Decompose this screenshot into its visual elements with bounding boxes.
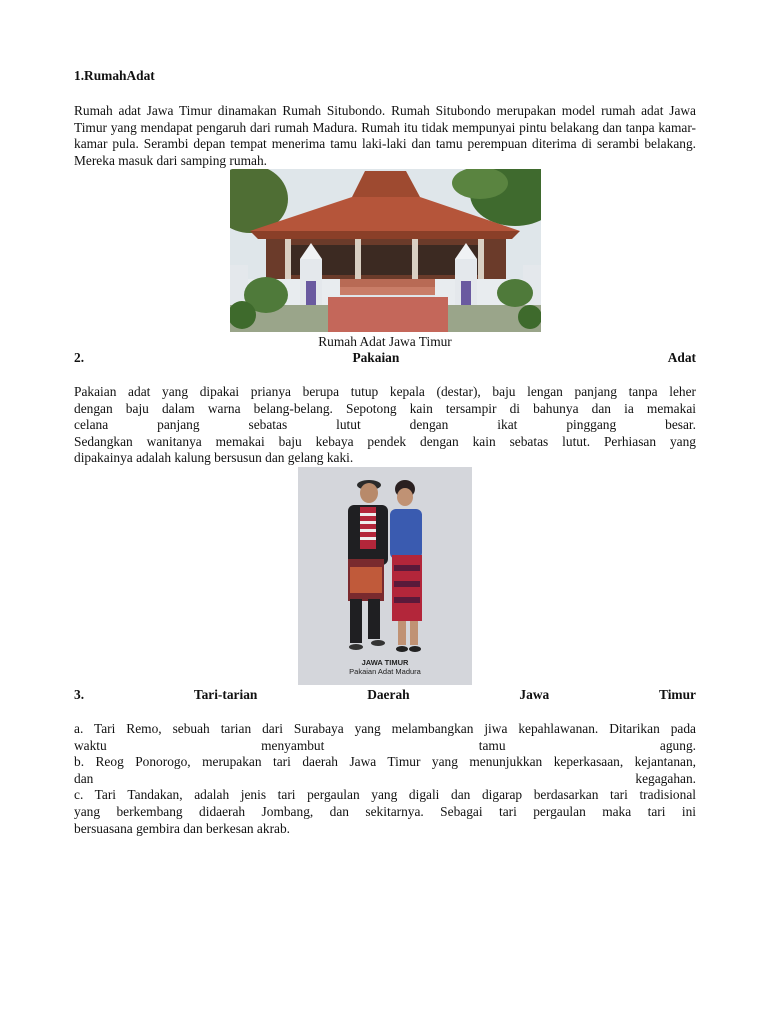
- pakaian-adat-photo: [298, 467, 472, 685]
- heading-word: Adat: [667, 350, 696, 365]
- rumah-adat-photo: [230, 169, 541, 332]
- couple-illustration: [298, 467, 472, 685]
- image-label-title: JAWA TIMUR: [361, 658, 409, 667]
- paragraph-line: dan kegagahan.: [74, 770, 696, 786]
- paragraph-line: celana panjang sebatas lutut dengan ikat pinggang besar.: [74, 417, 696, 433]
- heading-word: 2.: [74, 350, 85, 365]
- paragraph-line: bersuasana gembira dan berkesan akrab.: [74, 820, 291, 836]
- paragraph-rumah-adat: Rumah adat Jawa Timur dinamakan Rumah Situbondo. Rumah Situbondo merupakan model rumah adat Jawa Timur yang mendapat pengaruh dari rumah Madura. Rumah itu tidak mempunyai pintu belakang dan tanpa kamar-kamar pula. Serambi depan tempat menerima tamu laki-laki dan tamu perempuan diterima di serambi belakang. Mereka masuk dari samping rumah.: [74, 103, 696, 168]
- paragraph-line: b. Reog Ponorogo, merupakan tari daerah Jawa Timur yang menunjukkan keperkasaan, kejantanan,: [74, 754, 696, 770]
- image-label-subtitle: Pakaian Adat Madura: [349, 667, 421, 676]
- paragraph-line: dipakainya adalah kalung bersusun dan gelang kaki.: [74, 450, 354, 466]
- section-heading-pakaian-adat: [74, 350, 696, 367]
- image-caption: Rumah Adat Jawa Timur: [318, 334, 452, 349]
- heading-word: Timur: [659, 687, 696, 702]
- paragraph-line: a. Tari Remo, sebuah tarian dari Surabaya yang melambangkan jiwa kepahlawanan. Ditarikan pada: [74, 721, 696, 736]
- paragraph-line: waktu menyambut tamu agung.: [74, 737, 696, 753]
- paragraph-pakaian-adat: [74, 384, 696, 467]
- paragraph-line: dengan baju dalam warna belang-belang. Sepotong kain tersampir di bahunya dan ia memakai: [74, 400, 696, 416]
- heading-word: Jawa: [519, 687, 550, 702]
- paragraph-line: Sedangkan wanitanya memakai baju kebaya pendek dengan kain sebatas lutut. Perhiasan yang: [74, 433, 696, 449]
- heading-word: Daerah: [367, 687, 410, 702]
- paragraph-line: Pakaian adat yang dipakai prianya berupa tutup kepala (destar), baju lengan panjang tanpa leher: [74, 384, 696, 399]
- paragraph-tari-tarian: [74, 721, 696, 837]
- section-heading-tari-tarian: [74, 687, 696, 704]
- section-heading-rumah-adat: 1.RumahAdat: [74, 68, 155, 83]
- paragraph-line: yang berkembang didaerah Jombang, dan sekitarnya. Sebagai tari pergaulan maka tari ini: [74, 803, 696, 819]
- heading-word: 3.: [74, 687, 85, 702]
- heading-word: Pakaian: [352, 350, 400, 365]
- paragraph-line: c. Tari Tandakan, adalah jenis tari pergaulan yang digali dan digarap berdasarkan tari tradisional: [74, 787, 696, 803]
- image-label: [298, 658, 472, 676]
- heading-word: Tari-tarian: [193, 687, 258, 702]
